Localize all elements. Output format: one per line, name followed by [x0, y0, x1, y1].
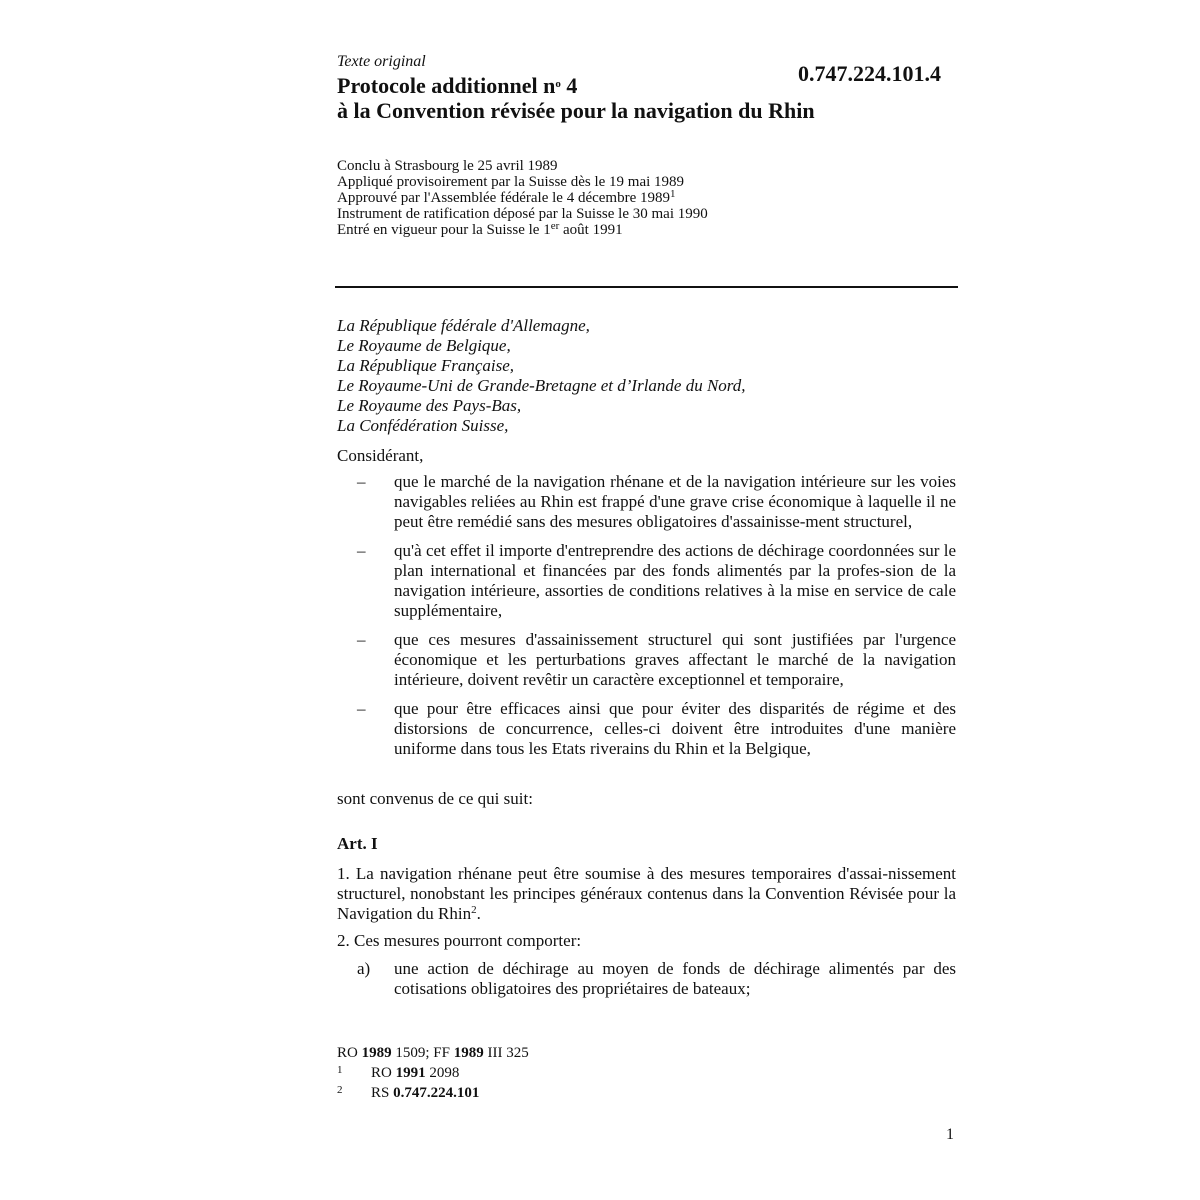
page-number: 1 — [946, 1126, 954, 1143]
party-item: La Confédération Suisse, — [337, 416, 509, 435]
consideration-item: – que ces mesures d'assainissement structurel qui sont justifiées par l'urgence économique et les perturbations graves affectant le marché de la navigation intérieure, doivent revêtir un caractère exceptionnel et temporaire, — [357, 630, 956, 689]
footnote-ref-1[interactable]: 1 — [669, 188, 676, 200]
consideration-item: – que pour être efficaces ainsi que pour éviter des disparités de régime et des distorsions de concurrence, celles-ci doivent être introduites d'une manière uniforme dans tous les Etats riverains du Rhin et la Belgique, — [357, 699, 956, 758]
considerations-list — [337, 472, 956, 768]
footnotes — [337, 1045, 529, 1102]
agreed-statement: sont convenus de ce qui suit: — [337, 789, 533, 808]
party-item: Le Royaume des Pays-Bas, — [337, 396, 522, 415]
article-heading: Art. I — [337, 834, 378, 853]
party-item: Le Royaume-Uni de Grande-Bretagne et d’Irlande du Nord, — [337, 376, 746, 395]
party-item: La République fédérale d'Allemagne, — [337, 316, 590, 335]
document-title — [337, 73, 815, 123]
header-divider — [335, 286, 958, 288]
consideration-item: – qu'à cet effet il importe d'entreprendre des actions de déchirage coordonnées sur le plan international et financées par des fonds alimentés par la profes-sion de la navigation intérieure, assorties de conditions relatives à la mise en service de cale supplémentaire, — [357, 541, 956, 620]
approved-line: Approuvé par l'Assemblée fédérale le 4 décembre 1989$^1$ — [337, 188, 676, 206]
item-marker: a) — [357, 959, 371, 978]
article-paragraph-2: 2. Ces mesures pourront comporter: — [337, 931, 582, 950]
title-line-1: Protocole additionnel n$^o$ 4 — [337, 73, 578, 98]
measure-item-a: a) une action de déchirage au moyen de fonds de déchirage alimentés par des cotisations obligatoires des propriétaires de bateaux; — [357, 959, 956, 998]
footnote-1: 1 RO 1991 2098 — [337, 1064, 460, 1081]
article-paragraph-1: 1. La navigation rhénane peut être soumise à des mesures temporaires d'assai-nissement structurel, nonobstant les principes généraux contenus dans la Convention Révisée pour la Navigation du Rhin$^2$. — [337, 864, 956, 923]
dash-marker: – — [357, 699, 366, 718]
party-item: La République Française, — [337, 356, 515, 375]
title-line-2: à la Convention révisée pour la navigation du Rhin — [337, 98, 815, 123]
footnote-ref-2[interactable]: 2 — [471, 904, 477, 916]
treaty-metadata — [337, 158, 708, 238]
dash-marker: – — [357, 472, 366, 491]
ratification-line: Instrument de ratification déposé par la Suisse le 30 mai 1990 — [337, 206, 708, 222]
entry-into-force-line: Entré en vigueur pour la Suisse le 1er août 1991 — [337, 220, 623, 238]
footnote-2: 2 RS 0.747.224.101 — [337, 1084, 480, 1101]
contracting-parties — [337, 316, 746, 436]
applied-line: Appliqué provisoirement par la Suisse dès le 19 mai 1989 — [337, 174, 685, 190]
source-reference: RO 1989 1509; FF 1989 III 325 — [337, 1045, 529, 1061]
consideration-item: – que le marché de la navigation rhénane et de la navigation intérieure sur les voies navigables reliées au Rhin est frappé d'une grave crise économique à laquelle il ne peut être remédié sans des mesures obligatoires d'assainisse-ment structurel, — [357, 472, 956, 531]
considering-label: Considérant, — [337, 446, 424, 465]
dash-marker: – — [357, 630, 366, 649]
dash-marker: – — [357, 541, 366, 560]
concluded-line: Conclu à Strasbourg le 25 avril 1989 — [337, 158, 558, 174]
classification-number: 0.747.224.101.4 — [798, 61, 941, 86]
party-item: Le Royaume de Belgique, — [337, 336, 511, 355]
original-text-label: Texte original — [337, 53, 426, 70]
